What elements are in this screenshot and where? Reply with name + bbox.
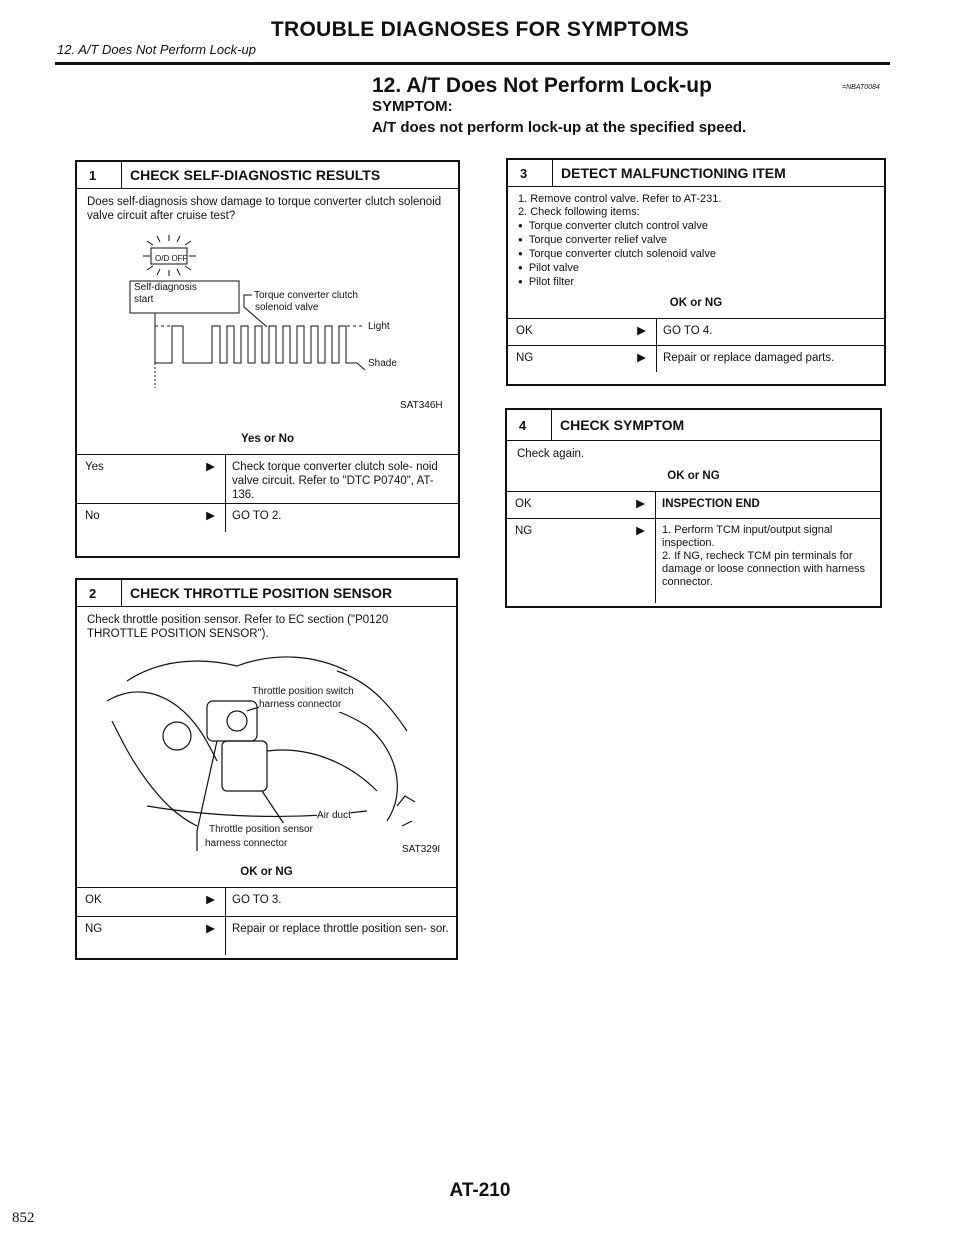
result-label: OK bbox=[515, 498, 532, 510]
page-code: AT-210 bbox=[449, 1180, 511, 1201]
symptom-label: SYMPTOM: bbox=[372, 98, 453, 115]
arrow-icon: ▶ bbox=[149, 888, 226, 916]
arrow-icon: ▶ bbox=[579, 492, 656, 518]
switch-label-1: Throttle position switch bbox=[252, 686, 354, 697]
box-description: Does self-diagnosis show damage to torque converter clutch solenoid valve circuit after cruise test? bbox=[87, 196, 442, 222]
figure-code: SAT329I bbox=[402, 844, 441, 855]
box-body bbox=[508, 187, 884, 318]
arrow-icon: ▶ bbox=[580, 319, 657, 345]
list-item: ● Torque converter clutch control valve bbox=[518, 219, 874, 233]
result-label: OK bbox=[85, 894, 102, 906]
valve-label-1: Torque converter clutch bbox=[254, 290, 358, 301]
list-item: ● Torque converter clutch solenoid valve bbox=[518, 247, 874, 261]
start-label: Self-diagnosis start bbox=[134, 282, 197, 305]
question: OK or NG bbox=[240, 866, 293, 878]
result-row-ng bbox=[77, 916, 456, 955]
action-step-2: 2. If NG, recheck TCM pin terminals for damage or loose connection with harness connector. bbox=[662, 550, 866, 588]
page-header-title: TROUBLE DIAGNOSES FOR SYMPTOMS bbox=[270, 18, 690, 41]
box-description: Check again. bbox=[517, 448, 585, 460]
result-label: NG bbox=[85, 923, 103, 935]
box-title: CHECK SYMPTOM bbox=[551, 410, 880, 440]
box-description: Check throttle position sensor. Refer to EC section ("P0120 THROTTLE POSITION SENSOR"). bbox=[87, 614, 389, 640]
result-row-ok bbox=[507, 491, 880, 518]
box-body bbox=[77, 189, 458, 454]
box-number: 4 bbox=[519, 417, 527, 433]
list-item: ● Pilot filter bbox=[518, 275, 874, 289]
header-rule bbox=[55, 62, 890, 65]
box-number: 3 bbox=[520, 165, 528, 181]
arrow-icon: ▶ bbox=[149, 504, 226, 532]
result-action: Check torque converter clutch sole- noid valve circuit. Refer to "DTC P0740", AT-136. bbox=[232, 461, 438, 501]
arrow-icon: ▶ bbox=[580, 346, 657, 372]
check-box-2 bbox=[75, 578, 458, 960]
result-label: NG bbox=[516, 352, 534, 364]
result-row-no bbox=[77, 503, 458, 532]
section-title: 12. A/T Does Not Perform Lock-up bbox=[372, 74, 712, 97]
step-1: 1. Remove control valve. Refer to AT-231. bbox=[518, 193, 722, 205]
air-duct-label: Air duct bbox=[317, 810, 351, 821]
result-row-ng bbox=[507, 518, 880, 603]
result-row-ok bbox=[508, 318, 884, 345]
od-off-label: O/D OFF bbox=[155, 254, 188, 263]
shade-label: Shade bbox=[368, 358, 397, 369]
page-number: 852 bbox=[12, 1210, 35, 1226]
list-item: ● Pilot valve bbox=[518, 261, 874, 275]
sensor-label-2: harness connector bbox=[205, 838, 288, 849]
section-code: =NBAT0084 bbox=[842, 84, 880, 91]
question: OK or NG bbox=[667, 470, 720, 482]
box-body bbox=[77, 607, 456, 887]
result-action: GO TO 4. bbox=[663, 325, 713, 337]
symptom-text: A/T does not perform lock-up at the specified speed. bbox=[372, 119, 747, 136]
box-title: CHECK SELF-DIAGNOSTIC RESULTS bbox=[121, 162, 458, 188]
check-box-3 bbox=[506, 158, 886, 386]
box-number: 2 bbox=[89, 585, 97, 601]
box-number: 1 bbox=[89, 167, 97, 183]
action-step-1: 1. Perform TCM input/output signal inspection. bbox=[662, 524, 833, 549]
step-2: 2. Check following items: bbox=[518, 206, 640, 218]
check-box-4 bbox=[505, 408, 882, 608]
item-list bbox=[518, 219, 874, 289]
sensor-label-1: Throttle position sensor bbox=[209, 824, 313, 835]
result-action: Repair or replace throttle position sen- sor. bbox=[232, 923, 449, 935]
arrow-icon: ▶ bbox=[149, 455, 226, 503]
box-title: DETECT MALFUNCTIONING ITEM bbox=[552, 160, 884, 186]
switch-label-2: harness connector bbox=[259, 699, 342, 710]
throttle-figure bbox=[87, 641, 446, 861]
question: OK or NG bbox=[669, 297, 723, 309]
question: Yes or No bbox=[240, 433, 295, 445]
result-action: INSPECTION END bbox=[662, 498, 760, 510]
valve-label-2: solenoid valve bbox=[255, 302, 319, 313]
result-label: Yes bbox=[85, 461, 104, 473]
result-action: GO TO 3. bbox=[232, 894, 282, 906]
result-row-yes bbox=[77, 454, 458, 503]
lamp-diagram bbox=[87, 223, 450, 428]
page-header-subtitle: 12. A/T Does Not Perform Lock-up bbox=[57, 42, 256, 57]
result-label: OK bbox=[516, 325, 533, 337]
arrow-icon: ▶ bbox=[579, 519, 656, 603]
result-row-ng bbox=[508, 345, 884, 372]
result-action: GO TO 2. bbox=[232, 510, 282, 522]
light-label: Light bbox=[368, 321, 390, 332]
result-label: No bbox=[85, 510, 100, 522]
list-item: ● Torque converter relief valve bbox=[518, 233, 874, 247]
result-row-ok bbox=[77, 887, 456, 916]
figure-code: SAT346H bbox=[400, 400, 443, 411]
check-box-1 bbox=[75, 160, 460, 558]
result-label: NG bbox=[515, 525, 533, 537]
box-title: CHECK THROTTLE POSITION SENSOR bbox=[121, 580, 456, 606]
arrow-icon: ▶ bbox=[149, 917, 226, 955]
result-action: Repair or replace damaged parts. bbox=[663, 352, 835, 364]
result-action bbox=[656, 519, 880, 603]
box-body bbox=[507, 441, 880, 491]
self-diagnosis-figure bbox=[87, 223, 448, 428]
